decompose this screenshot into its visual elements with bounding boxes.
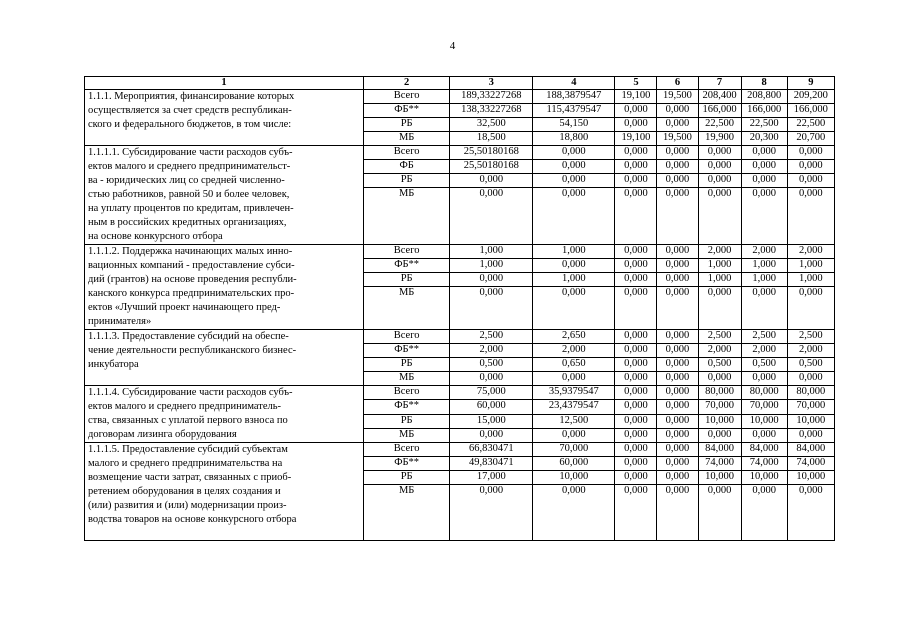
amount-cell: 70,000 [787, 400, 834, 414]
amount-cell: 0,000 [657, 118, 698, 132]
amount-cell: 0,000 [657, 273, 698, 287]
amount-cell: 10,000 [787, 414, 834, 428]
amount-cell: 1,000 [787, 273, 834, 287]
description-line: инкубатора [88, 359, 139, 370]
description-line: принимателя» [88, 316, 152, 327]
description-line: 1.1.1.4. Субсидирование части расходов субъ- [88, 387, 293, 398]
amount-cell: 0,000 [657, 330, 698, 344]
amount-cell: 0,000 [615, 386, 657, 400]
amount-cell: 0,000 [615, 330, 657, 344]
table-row [85, 330, 835, 344]
measure-description [85, 443, 364, 541]
amount-cell: 1,000 [741, 273, 787, 287]
amount-cell: 1,000 [787, 259, 834, 273]
amount-cell: 0,000 [657, 344, 698, 358]
amount-cell: 0,000 [787, 287, 834, 330]
measure-description [85, 330, 364, 386]
amount-cell: 0,000 [615, 400, 657, 414]
column-header: 2 [364, 77, 450, 90]
amount-cell: 0,000 [657, 485, 698, 541]
amount-cell: 19,100 [615, 90, 657, 104]
amount-cell: 0,000 [698, 160, 741, 174]
amount-cell: 19,500 [657, 132, 698, 146]
amount-cell: 0,000 [615, 428, 657, 442]
amount-cell: 1,000 [698, 259, 741, 273]
description-line: ектов малого и среднего предпринимательст- [88, 161, 291, 172]
amount-cell: 0,000 [657, 471, 698, 485]
column-header: 6 [657, 77, 698, 90]
description-line: ва - юридических лиц со средней численно- [88, 175, 285, 186]
amount-cell: 0,000 [533, 146, 615, 160]
funding-source: ФБ [364, 160, 450, 174]
amount-cell: 35,9379547 [533, 386, 615, 400]
amount-cell: 1,000 [741, 259, 787, 273]
amount-cell: 2,000 [741, 245, 787, 259]
description-line: ретением оборудования в целях создания и [88, 486, 281, 497]
description-line: 1.1.1. Мероприятия, финансирование которых [88, 91, 295, 102]
amount-cell: 15,000 [450, 414, 533, 428]
amount-cell: 60,000 [450, 400, 533, 414]
amount-cell: 20,700 [787, 132, 834, 146]
amount-cell: 2,500 [698, 330, 741, 344]
amount-cell: 0,000 [698, 485, 741, 541]
amount-cell: 0,000 [657, 146, 698, 160]
amount-cell: 0,000 [450, 485, 533, 541]
amount-cell: 1,000 [450, 259, 533, 273]
description-line: на уплату процентов по кредитам, привлечен- [88, 203, 294, 214]
description-line: вационных компаний - предоставление субси- [88, 260, 295, 271]
description-line: осуществляется за счет средств республикан- [88, 105, 292, 116]
amount-cell: 54,150 [533, 118, 615, 132]
amount-cell: 0,000 [657, 386, 698, 400]
description-line: водства товаров на основе конкурсного отбора [88, 514, 297, 525]
table-row [85, 386, 835, 400]
amount-cell: 0,000 [615, 146, 657, 160]
funding-source: РБ [364, 414, 450, 428]
amount-cell: 0,000 [741, 188, 787, 245]
amount-cell: 1,000 [533, 273, 615, 287]
funding-source: ФБ** [364, 457, 450, 471]
amount-cell: 70,000 [741, 400, 787, 414]
amount-cell: 18,500 [450, 132, 533, 146]
description-line: договорам лизинга оборудования [88, 429, 237, 440]
amount-cell: 74,000 [787, 457, 834, 471]
amount-cell: 0,000 [657, 245, 698, 259]
amount-cell: 2,500 [787, 330, 834, 344]
amount-cell: 20,300 [741, 132, 787, 146]
description-line: возмещение части затрат, связанных с приоб- [88, 472, 292, 483]
amount-cell: 0,000 [533, 428, 615, 442]
description-line: на основе конкурсного отбора [88, 231, 223, 242]
amount-cell: 0,000 [450, 188, 533, 245]
amount-cell: 0,000 [450, 174, 533, 188]
description-line: чение деятельности республиканского бизнес- [88, 345, 297, 356]
amount-cell: 0,000 [615, 358, 657, 372]
measure-description [85, 386, 364, 443]
funding-source: МБ [364, 188, 450, 245]
column-header: 9 [787, 77, 834, 90]
amount-cell: 0,000 [787, 428, 834, 442]
amount-cell: 19,100 [615, 132, 657, 146]
amount-cell: 0,000 [787, 485, 834, 541]
header-row [85, 77, 835, 90]
amount-cell: 1,000 [450, 245, 533, 259]
table-row [85, 443, 835, 457]
amount-cell: 22,500 [741, 118, 787, 132]
amount-cell: 0,000 [657, 174, 698, 188]
amount-cell: 2,000 [698, 245, 741, 259]
description-line: дий (грантов) на основе проведения республи- [88, 274, 297, 285]
amount-cell: 0,000 [741, 287, 787, 330]
amount-cell: 2,500 [450, 330, 533, 344]
table-row [85, 90, 835, 104]
amount-cell: 1,000 [698, 273, 741, 287]
amount-cell: 0,000 [787, 372, 834, 386]
description-line: 1.1.1.5. Предоставление субсидий субъектам [88, 444, 288, 455]
amount-cell: 19,900 [698, 132, 741, 146]
amount-cell: 22,500 [698, 118, 741, 132]
amount-cell: 0,000 [533, 259, 615, 273]
description-line: малого и среднего предпринимательства на [88, 458, 283, 469]
amount-cell: 2,650 [533, 330, 615, 344]
amount-cell: 17,000 [450, 471, 533, 485]
amount-cell: 10,000 [741, 414, 787, 428]
amount-cell: 25,50180168 [450, 160, 533, 174]
amount-cell: 0,000 [787, 160, 834, 174]
funding-source: Всего [364, 386, 450, 400]
amount-cell: 0,500 [698, 358, 741, 372]
column-header: 5 [615, 77, 657, 90]
amount-cell: 0,000 [657, 188, 698, 245]
amount-cell: 0,000 [533, 188, 615, 245]
amount-cell: 80,000 [787, 386, 834, 400]
description-line: 1.1.1.2. Поддержка начинающих малых инно- [88, 246, 293, 257]
amount-cell: 0,000 [698, 372, 741, 386]
amount-cell: 0,000 [741, 146, 787, 160]
amount-cell: 209,200 [787, 90, 834, 104]
amount-cell: 0,000 [533, 287, 615, 330]
amount-cell: 188,3879547 [533, 90, 615, 104]
column-header: 8 [741, 77, 787, 90]
amount-cell: 0,000 [533, 174, 615, 188]
amount-cell: 0,650 [533, 358, 615, 372]
amount-cell: 1,000 [533, 245, 615, 259]
amount-cell: 2,000 [450, 344, 533, 358]
amount-cell: 2,000 [787, 245, 834, 259]
amount-cell: 0,000 [615, 188, 657, 245]
amount-cell: 75,000 [450, 386, 533, 400]
column-header: 4 [533, 77, 615, 90]
amount-cell: 70,000 [533, 443, 615, 457]
amount-cell: 0,000 [741, 485, 787, 541]
amount-cell: 2,000 [741, 344, 787, 358]
amount-cell: 10,000 [787, 471, 834, 485]
amount-cell: 2,000 [533, 344, 615, 358]
amount-cell: 0,000 [615, 414, 657, 428]
funding-source: ФБ** [364, 400, 450, 414]
funding-source: МБ [364, 132, 450, 146]
funding-source: РБ [364, 273, 450, 287]
funding-source: МБ [364, 287, 450, 330]
amount-cell: 2,000 [787, 344, 834, 358]
amount-cell: 18,800 [533, 132, 615, 146]
measure-description [85, 245, 364, 330]
table-row [85, 146, 835, 160]
amount-cell: 70,000 [698, 400, 741, 414]
amount-cell: 19,500 [657, 90, 698, 104]
amount-cell: 0,000 [741, 160, 787, 174]
funding-source: Всего [364, 443, 450, 457]
description-line: ектов «Лучший проект начинающего пред- [88, 302, 281, 313]
amount-cell: 0,000 [533, 160, 615, 174]
description-line: ным в российских кредитных организациях, [88, 217, 287, 228]
amount-cell: 0,000 [657, 287, 698, 330]
amount-cell: 0,000 [657, 428, 698, 442]
amount-cell: 0,000 [615, 287, 657, 330]
amount-cell: 0,000 [615, 443, 657, 457]
amount-cell: 0,000 [657, 160, 698, 174]
funding-source: ФБ** [364, 259, 450, 273]
amount-cell: 60,000 [533, 457, 615, 471]
amount-cell: 0,000 [698, 428, 741, 442]
amount-cell: 10,000 [698, 414, 741, 428]
amount-cell: 208,400 [698, 90, 741, 104]
amount-cell: 0,000 [787, 146, 834, 160]
funding-source: Всего [364, 330, 450, 344]
amount-cell: 0,000 [615, 118, 657, 132]
funding-source: РБ [364, 471, 450, 485]
amount-cell: 0,000 [657, 414, 698, 428]
amount-cell: 0,000 [615, 259, 657, 273]
amount-cell: 10,000 [741, 471, 787, 485]
amount-cell: 0,000 [657, 259, 698, 273]
amount-cell: 0,000 [698, 287, 741, 330]
funding-source: Всего [364, 245, 450, 259]
amount-cell: 0,500 [787, 358, 834, 372]
amount-cell: 0,000 [657, 457, 698, 471]
description-line: (или) развития и (или) модернизации произ- [88, 500, 287, 511]
description-line: 1.1.1.1. Субсидирование части расходов субъ- [88, 147, 293, 158]
funding-source: МБ [364, 428, 450, 442]
amount-cell: 166,000 [787, 104, 834, 118]
amount-cell: 49,830471 [450, 457, 533, 471]
amount-cell: 0,000 [787, 188, 834, 245]
amount-cell: 0,000 [615, 160, 657, 174]
amount-cell: 0,000 [450, 287, 533, 330]
description-line: стью работников, равной 50 и более человек, [88, 189, 290, 200]
measure-description [85, 146, 364, 245]
amount-cell: 0,000 [657, 372, 698, 386]
amount-cell: 0,000 [615, 372, 657, 386]
amount-cell: 0,000 [615, 457, 657, 471]
amount-cell: 0,000 [615, 245, 657, 259]
amount-cell: 0,000 [657, 358, 698, 372]
funding-source: РБ [364, 118, 450, 132]
description-line: ектов малого и среднего предприниматель- [88, 401, 282, 412]
amount-cell: 0,000 [698, 188, 741, 245]
amount-cell: 0,000 [741, 174, 787, 188]
amount-cell: 138,33227268 [450, 104, 533, 118]
description-line: канского конкурса предпринимательских про- [88, 288, 295, 299]
amount-cell: 0,000 [615, 104, 657, 118]
amount-cell: 0,000 [615, 273, 657, 287]
amount-cell: 0,000 [615, 471, 657, 485]
amount-cell: 166,000 [741, 104, 787, 118]
amount-cell: 0,000 [533, 485, 615, 541]
funding-source: МБ [364, 372, 450, 386]
description-line: ства, связанных с уплатой первого взноса по [88, 415, 288, 426]
amount-cell: 0,000 [615, 344, 657, 358]
amount-cell: 74,000 [741, 457, 787, 471]
amount-cell: 23,4379547 [533, 400, 615, 414]
amount-cell: 32,500 [450, 118, 533, 132]
description-line: 1.1.1.3. Предоставление субсидий на обеспе- [88, 331, 289, 342]
funding-source: МБ [364, 485, 450, 541]
amount-cell: 84,000 [787, 443, 834, 457]
funding-source: ФБ** [364, 104, 450, 118]
budget-table [84, 76, 835, 541]
amount-cell: 80,000 [698, 386, 741, 400]
amount-cell: 25,50180168 [450, 146, 533, 160]
amount-cell: 10,000 [698, 471, 741, 485]
amount-cell: 0,000 [450, 372, 533, 386]
amount-cell: 80,000 [741, 386, 787, 400]
measure-description [85, 90, 364, 146]
column-header: 3 [450, 77, 533, 90]
funding-source: РБ [364, 358, 450, 372]
amount-cell: 84,000 [741, 443, 787, 457]
amount-cell: 0,500 [741, 358, 787, 372]
amount-cell: 2,000 [698, 344, 741, 358]
amount-cell: 0,000 [741, 428, 787, 442]
amount-cell: 66,830471 [450, 443, 533, 457]
amount-cell: 0,500 [450, 358, 533, 372]
amount-cell: 0,000 [450, 273, 533, 287]
amount-cell: 0,000 [698, 174, 741, 188]
amount-cell: 0,000 [657, 400, 698, 414]
amount-cell: 12,500 [533, 414, 615, 428]
table-row [85, 245, 835, 259]
column-header: 7 [698, 77, 741, 90]
funding-source: ФБ** [364, 344, 450, 358]
funding-source: Всего [364, 90, 450, 104]
amount-cell: 22,500 [787, 118, 834, 132]
amount-cell: 166,000 [698, 104, 741, 118]
amount-cell: 74,000 [698, 457, 741, 471]
funding-source: Всего [364, 146, 450, 160]
amount-cell: 0,000 [787, 174, 834, 188]
funding-source: РБ [364, 174, 450, 188]
amount-cell: 0,000 [698, 146, 741, 160]
amount-cell: 0,000 [615, 174, 657, 188]
description-line: ского и федерального бюджетов, в том числе: [88, 119, 292, 130]
amount-cell: 0,000 [657, 104, 698, 118]
amount-cell: 84,000 [698, 443, 741, 457]
amount-cell: 0,000 [741, 372, 787, 386]
amount-cell: 0,000 [533, 372, 615, 386]
amount-cell: 208,800 [741, 90, 787, 104]
amount-cell: 0,000 [450, 428, 533, 442]
amount-cell: 0,000 [615, 485, 657, 541]
amount-cell: 2,500 [741, 330, 787, 344]
amount-cell: 115,4379547 [533, 104, 615, 118]
amount-cell: 0,000 [657, 443, 698, 457]
amount-cell: 189,33227268 [450, 90, 533, 104]
amount-cell: 10,000 [533, 471, 615, 485]
page-number: 4 [449, 40, 456, 52]
column-header: 1 [85, 77, 364, 90]
table-body [85, 90, 835, 541]
